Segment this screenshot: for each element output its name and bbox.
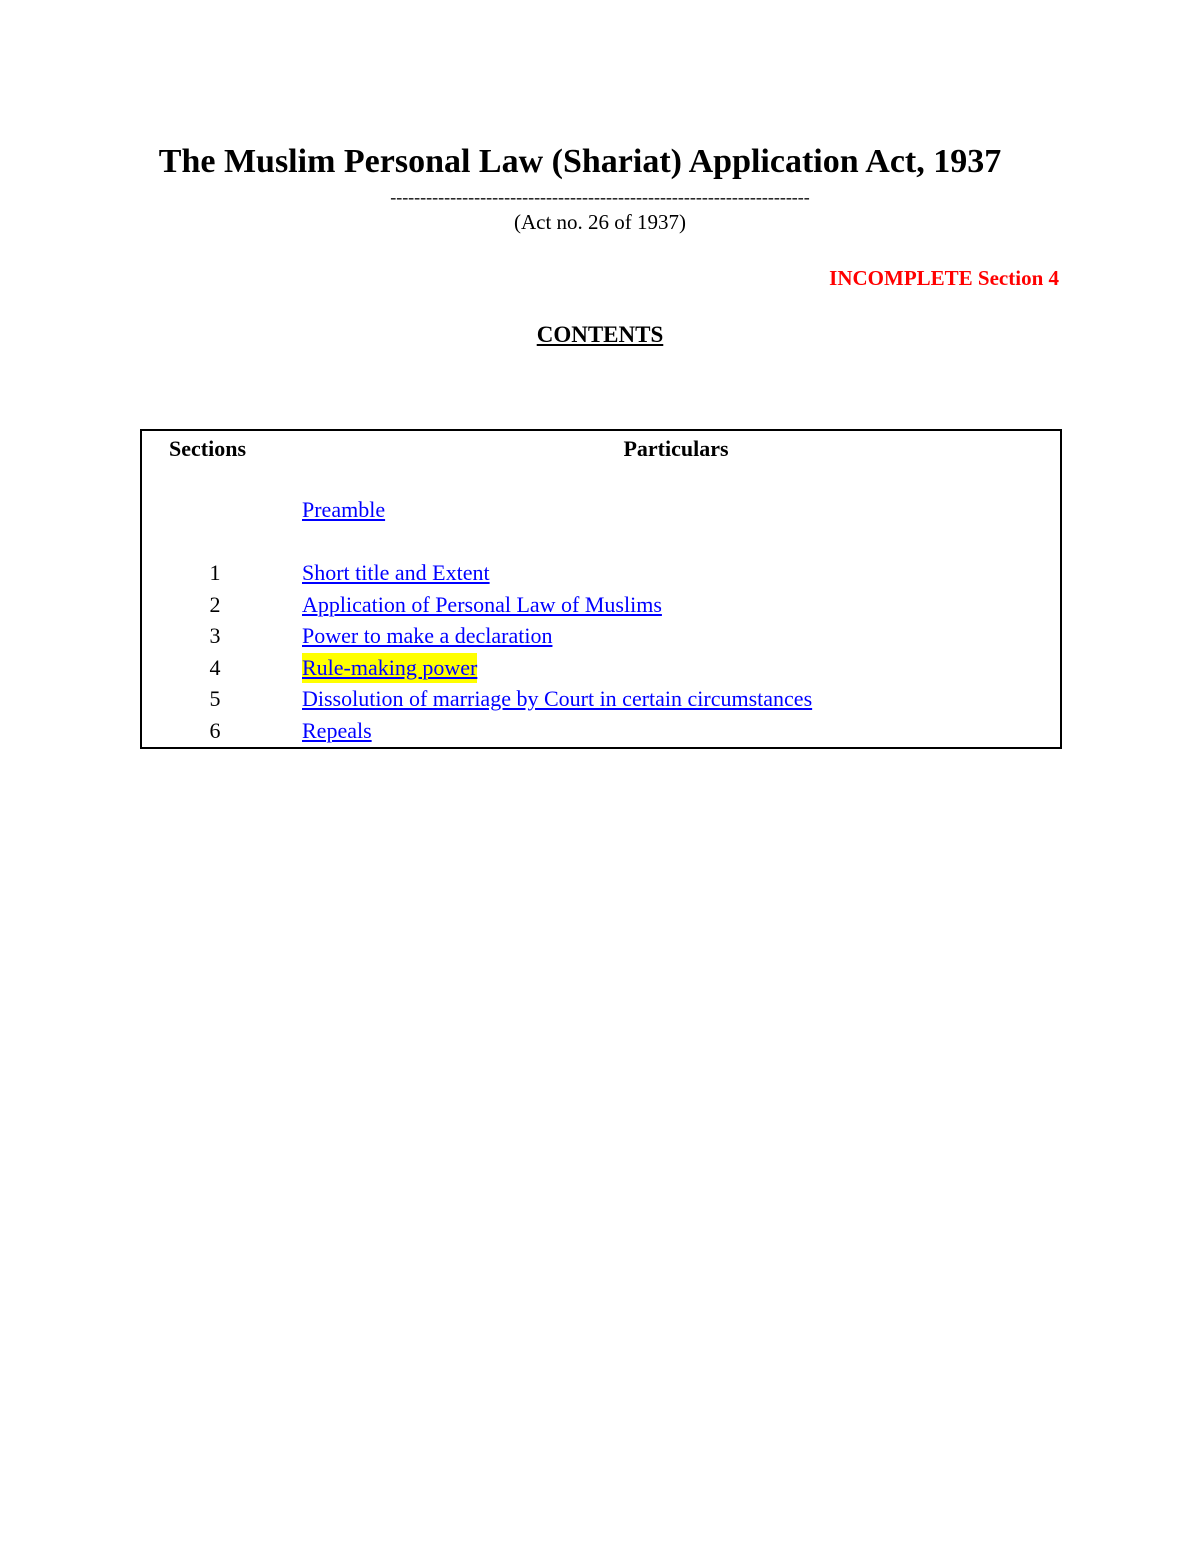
section-number: 3: [209, 623, 221, 648]
dissolution-of-marriage-link[interactable]: Dissolution of marriage by Court in certain circumstances: [302, 686, 813, 711]
toc-row-section-1: [142, 558, 1060, 590]
act-number: (Act no. 26 of 1937): [513, 210, 687, 234]
particulars-column-header: Particulars: [623, 436, 729, 461]
rule-making-power-link[interactable]: Rule-making power: [302, 653, 477, 683]
application-of-personal-law-link[interactable]: Application of Personal Law of Muslims: [302, 592, 662, 617]
title-rule: ----------------------------------------------------------------------: [390, 187, 810, 207]
section-number: 2: [209, 592, 221, 617]
preamble-link[interactable]: Preamble: [302, 497, 386, 522]
power-to-make-declaration-link[interactable]: Power to make a declaration: [302, 623, 553, 648]
section-number: 1: [209, 560, 221, 585]
section-number: 5: [209, 686, 221, 711]
contents-heading: CONTENTS: [536, 322, 664, 347]
toc-row-section-5: [142, 684, 1060, 716]
section-number: 4: [209, 655, 221, 680]
toc-row-section-6: [142, 716, 1060, 748]
document-title: The Muslim Personal Law (Shariat) Application Act, 1937: [158, 143, 1002, 180]
toc-row-section-3: [142, 621, 1060, 653]
toc-row-preamble: [142, 495, 1060, 527]
toc-row-section-4: [142, 653, 1060, 685]
contents-table: [140, 429, 1062, 749]
sections-column-header: Sections: [169, 436, 246, 461]
section-number: 6: [209, 718, 221, 743]
repeals-link[interactable]: Repeals: [302, 718, 372, 743]
toc-row-section-2: [142, 590, 1060, 622]
incomplete-note: INCOMPLETE Section 4: [829, 266, 1059, 290]
short-title-link[interactable]: Short title and Extent: [302, 560, 490, 585]
